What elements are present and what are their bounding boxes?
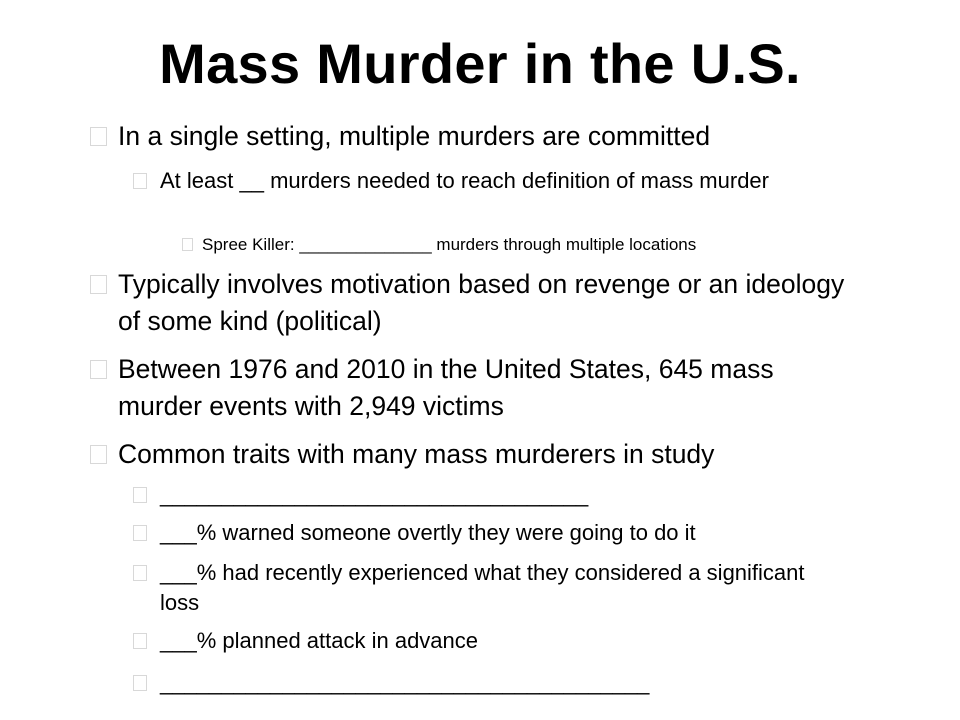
bullet-marker-icon: [133, 173, 147, 189]
bullet-text: ___% planned attack in advance: [160, 628, 479, 653]
bullet-marker-icon: [90, 360, 107, 379]
bullet-item: [133, 518, 833, 550]
slide-title: Mass Murder in the U.S.: [159, 32, 801, 95]
bullet-item: [133, 166, 833, 226]
bullet-text: ___% warned someone overtly they were going to do it: [160, 520, 696, 545]
bullet-item: [90, 436, 890, 476]
bullet-text: ___________________________________: [160, 482, 589, 507]
bullet-marker-icon: [133, 525, 147, 541]
bullet-item: [182, 233, 862, 259]
bullet-marker-icon: [133, 565, 147, 581]
bullet-text: Typically involves motivation based on revenge or an ideology of some kind (political): [118, 269, 845, 336]
bullet-marker-icon: [182, 238, 193, 251]
bullet-marker-icon: [90, 445, 107, 464]
bullet-text: ________________________________________: [160, 670, 650, 695]
bullet-text: Common traits with many mass murderers in study: [118, 439, 715, 469]
bullet-text: Between 1976 and 2010 in the United States, 645 mass murder events with 2,949 victims: [118, 354, 774, 421]
bullet-item: [90, 266, 890, 342]
bullet-text: ___% had recently experienced what they considered a significant loss: [160, 560, 805, 615]
bullet-item: [133, 626, 833, 658]
bullet-marker-icon: [133, 487, 147, 503]
bullet-item: [133, 668, 833, 700]
bullet-item: [133, 558, 833, 620]
bullet-item: [90, 351, 890, 427]
bullet-text: At least __ murders needed to reach definition of mass murder: [160, 168, 769, 193]
bullet-marker-icon: [133, 633, 147, 649]
bullet-item: [90, 118, 890, 158]
bullet-item: [133, 480, 833, 512]
bullet-marker-icon: [133, 675, 147, 691]
bullet-text: In a single setting, multiple murders are committed: [118, 121, 711, 151]
bullet-marker-icon: [90, 127, 107, 146]
bullet-marker-icon: [90, 275, 107, 294]
bullet-text: Spree Killer: ______________ murders through multiple locations: [202, 235, 697, 254]
